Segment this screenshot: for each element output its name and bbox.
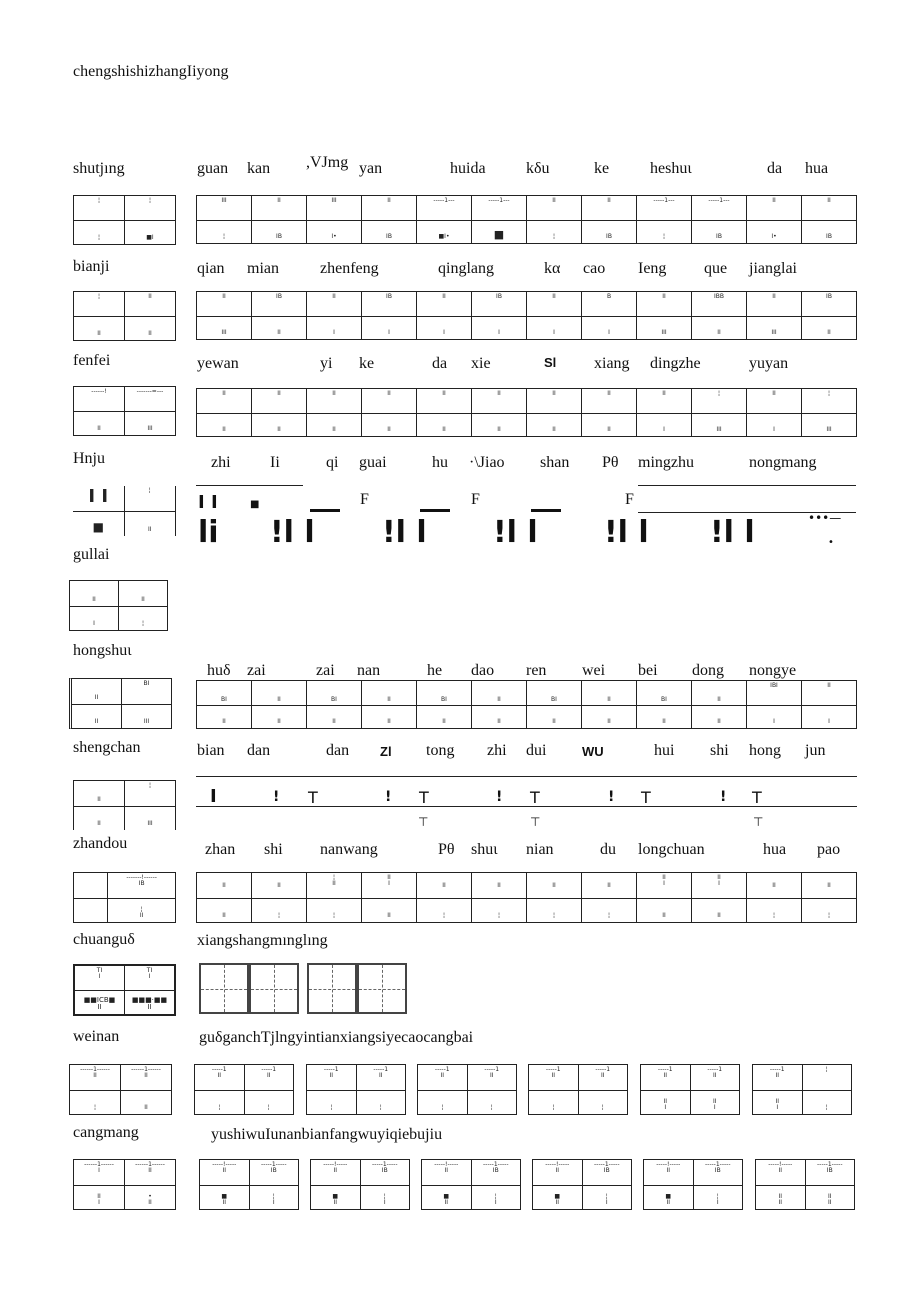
- pinyin-text: ·\Jiao: [469, 454, 505, 471]
- practice-cell: [307, 963, 357, 1014]
- stroke-mark: !l l: [493, 515, 538, 550]
- pinyin-text: nanwang: [320, 841, 378, 858]
- stroke-mark: !l l: [710, 515, 755, 550]
- pinyin-text: zhan: [205, 841, 236, 858]
- stroke-mark: I: [210, 786, 217, 807]
- pinyin-text: heshuι: [650, 160, 692, 177]
- pinyin-text: cao: [583, 260, 606, 277]
- pinyin-text: Ii: [270, 454, 280, 471]
- pinyin-text: shan: [540, 454, 570, 471]
- pinyin-text: yi: [320, 355, 333, 372]
- pinyin-text: bian: [197, 742, 225, 759]
- pinyin-text: guδganchTjlngyintianxiangsiyecaocangbai: [199, 1029, 474, 1046]
- pinyin-text: zhenfeng: [320, 260, 379, 277]
- pinyin-text: zai: [247, 662, 266, 679]
- pinyin-text: nongmang: [749, 454, 817, 471]
- pinyin-text: guai: [359, 454, 387, 471]
- pinyin-text: qinglang: [438, 260, 494, 277]
- label-fenfei: fenfei: [73, 352, 111, 369]
- pinyin-text: zhi: [487, 742, 507, 759]
- tianzige-grid: II III IB II II I IB I II I IB I II I B I II III IBB II II III IB II: [196, 291, 857, 340]
- tianzige-grid: -----1 II ¦ -----1 II ¦: [528, 1064, 628, 1115]
- tianzige-grid: -----!----- II ■ II -----1----- IB ¦ I: [310, 1159, 410, 1210]
- pinyin-text: jun: [805, 742, 826, 759]
- pinyin-text: ke: [359, 355, 375, 372]
- tianzige-grid: -----!----- II ■ II -----1----- IB ¦ I: [421, 1159, 521, 1210]
- tianzige-grid: ¦ II II II: [73, 291, 176, 341]
- tianzige-grid: TI I ■■ICB■ II TI I ■■■·■■ II: [73, 964, 176, 1016]
- tianzige-grid: II II II II II II II II II II II II II II II II II I ¦ III II I ¦ III: [196, 388, 857, 437]
- tianzige-grid: ¦ ¦ ¦ ■I: [73, 195, 176, 245]
- label-shengchan: shengchan: [73, 739, 141, 756]
- tianzige-grid: -----!----- II ■ II -----1----- IB ¦ I: [643, 1159, 743, 1210]
- pinyin-text: que: [704, 260, 728, 277]
- label-bianji: bianji: [73, 258, 110, 275]
- stroke-mark: !l l: [382, 515, 427, 550]
- label-shutjing: shutjıng: [73, 160, 125, 177]
- pinyin-text: kan: [247, 160, 271, 177]
- stroke-mark: !: [720, 789, 727, 805]
- pinyin-text: da: [432, 355, 448, 372]
- pinyin-text: du: [600, 841, 616, 858]
- stroke-mark: ⊤: [753, 815, 764, 829]
- pinyin-text: yan: [359, 160, 383, 177]
- tianzige-grid: II II II ¦ ¦ II ¦ II I II II ¦ II ¦ II ¦ II ¦ II I II II I II II ¦ II ¦: [196, 872, 857, 923]
- pinyin-text: hong: [749, 742, 781, 759]
- pinyin-text: hu: [432, 454, 448, 471]
- pinyin-text: nongye: [749, 662, 797, 679]
- pinyin-text: wei: [582, 662, 606, 679]
- stroke-mark: [531, 509, 561, 512]
- pinyin-text: dui: [526, 742, 547, 759]
- stroke-mark: ⊤: [418, 815, 429, 829]
- tianzige-grid: ------1------ II ¦ ------1------ II II: [69, 1064, 172, 1115]
- pinyin-text: dan: [247, 742, 271, 759]
- pinyin-text: da: [767, 160, 783, 177]
- pinyin-text: yuyan: [749, 355, 789, 372]
- pinyin-text: kδu: [526, 160, 550, 177]
- stroke-mark: •: [828, 537, 834, 548]
- tianzige-grid: II I II ¦: [69, 580, 168, 631]
- pinyin-text: ,VJmg: [306, 154, 349, 171]
- tianzige-grid: -----1 II ¦ -----1 II ¦: [417, 1064, 517, 1115]
- tianzige-grid: -------!------ IB ¦ II: [73, 872, 176, 923]
- pinyin-text: shi: [264, 841, 283, 858]
- stroke-mark: •••—: [808, 511, 842, 525]
- stroke-mark: T: [530, 788, 540, 807]
- pinyin-text: Sl: [544, 355, 557, 370]
- stroke-mark: li: [198, 515, 219, 550]
- stroke-mark: T: [419, 788, 429, 807]
- tianzige-grid: -----1 II II I ¦ ¦: [752, 1064, 852, 1115]
- tianzige-grid: III ¦ II IB III I• II IB -----1--- ■I• -----1--- ■ II ¦ II IB -----1--- ¦ -----1--- IB II I• II IB: [196, 195, 857, 244]
- pinyin-text: bei: [638, 662, 658, 679]
- pinyin-text: Pθ: [602, 454, 619, 471]
- practice-cell: [249, 963, 299, 1014]
- pinyin-text: mian: [247, 260, 279, 277]
- stroke-mark: [310, 509, 340, 512]
- pinyin-text: qi: [326, 454, 339, 471]
- stroke-mark: I I: [198, 492, 218, 513]
- stroke-mark: [420, 509, 450, 512]
- practice-cell: [199, 963, 249, 1014]
- rule-line: [196, 485, 303, 486]
- practice-cell: [357, 963, 407, 1014]
- label-chuanguo: chuanguδ: [73, 931, 135, 948]
- pinyin-text: Ieng: [638, 260, 667, 277]
- stroke-mark: ■: [250, 499, 260, 510]
- stroke-mark: T: [641, 788, 651, 807]
- pinyin-text: hua: [805, 160, 829, 177]
- pinyin-text: xiangshangmınglıng: [197, 932, 328, 949]
- pinyin-text: nian: [526, 841, 554, 858]
- tianzige-grid: -----!----- II II II -----1----- IB II II: [755, 1159, 855, 1210]
- stroke-label: F: [360, 491, 369, 508]
- pinyin-text: longchuan: [638, 841, 705, 858]
- stroke-mark: !: [608, 789, 615, 805]
- tianzige-grid: -----!----- II ■ II -----1----- IB ¦ I: [532, 1159, 632, 1210]
- stroke-label: F: [625, 491, 634, 508]
- tianzige-grid: ------1------ I II I ------1------ II • II: [73, 1159, 176, 1210]
- pinyin-text: huδ: [207, 662, 231, 679]
- pinyin-text: WU: [582, 744, 604, 759]
- tianzige-grid: -----1 II II I -----1 II II I: [640, 1064, 740, 1115]
- pinyin-text: dan: [326, 742, 350, 759]
- stroke-mark: !l l: [604, 515, 649, 550]
- pinyin-text: kα: [544, 260, 561, 277]
- rule-line: [638, 485, 856, 486]
- label-gullai: gullai: [73, 546, 110, 563]
- pinyin-text: yewan: [197, 355, 239, 372]
- label-zhandou: zhandou: [73, 835, 128, 852]
- pinyin-text: Pθ: [438, 841, 455, 858]
- tianzige-grid: ------! II -------=--- III: [73, 386, 176, 436]
- pinyin-text: hua: [763, 841, 787, 858]
- page-title: chengshishizhangIiyong: [73, 63, 229, 80]
- pinyin-text: huida: [450, 160, 486, 177]
- pinyin-text: dingzhe: [650, 355, 701, 372]
- stroke-mark: T: [308, 788, 318, 807]
- label-cangmang: cangmang: [73, 1124, 139, 1141]
- tianzige-grid: -----1 II ¦ -----1 II ¦: [306, 1064, 406, 1115]
- tianzige-grid: II II ¦ III: [73, 780, 176, 830]
- pinyin-text: guan: [197, 160, 229, 177]
- pinyin-text: zhi: [211, 454, 231, 471]
- pinyin-text: he: [427, 662, 443, 679]
- pinyin-text: hui: [654, 742, 675, 759]
- label-weinan: weinan: [73, 1028, 120, 1045]
- pinyin-text: xie: [471, 355, 491, 372]
- pinyin-text: xiang: [594, 355, 630, 372]
- pinyin-text: pao: [817, 841, 841, 858]
- pinyin-text: nan: [357, 662, 381, 679]
- label-hongshui: hongshuι: [73, 642, 132, 659]
- stroke-mark: !l l: [270, 515, 315, 550]
- pinyin-text: yushiwuIunanbianfangwuyiqiebujiu: [211, 1126, 443, 1143]
- pinyin-text: zai: [316, 662, 335, 679]
- stroke-mark: T: [752, 788, 762, 807]
- tianzige-grid: I I ■ ¦ II: [73, 486, 176, 536]
- tianzige-grid: BI II II II BI II II II BI II II II BI II II II BI II II II IBI I II I: [196, 680, 857, 729]
- pinyin-text: shi: [710, 742, 729, 759]
- pinyin-text: Zl: [380, 744, 392, 759]
- pinyin-text: dao: [471, 662, 495, 679]
- stroke-mark: ⊤: [530, 815, 541, 829]
- tianzige-grid: -----1 II ¦ -----1 II ¦: [194, 1064, 294, 1115]
- stroke-mark: !: [273, 789, 280, 805]
- pinyin-text: tong: [426, 742, 455, 759]
- stroke-mark: !: [385, 789, 392, 805]
- pinyin-text: qian: [197, 260, 225, 277]
- pinyin-text: dong: [692, 662, 724, 679]
- rule-line: [196, 776, 857, 777]
- stroke-mark: !: [496, 789, 503, 805]
- pinyin-text: ren: [526, 662, 547, 679]
- tianzige-grid: II II BI III: [69, 678, 172, 729]
- pinyin-text: mingzhu: [638, 454, 694, 471]
- tianzige-grid: -----!----- II ■ II -----1----- IB ¦ I: [199, 1159, 299, 1210]
- label-hnju: Hnju: [73, 450, 105, 467]
- pinyin-text: ke: [594, 160, 610, 177]
- pinyin-text: jianglai: [749, 260, 797, 277]
- pinyin-text: shuι: [471, 841, 498, 858]
- stroke-label: F: [471, 491, 480, 508]
